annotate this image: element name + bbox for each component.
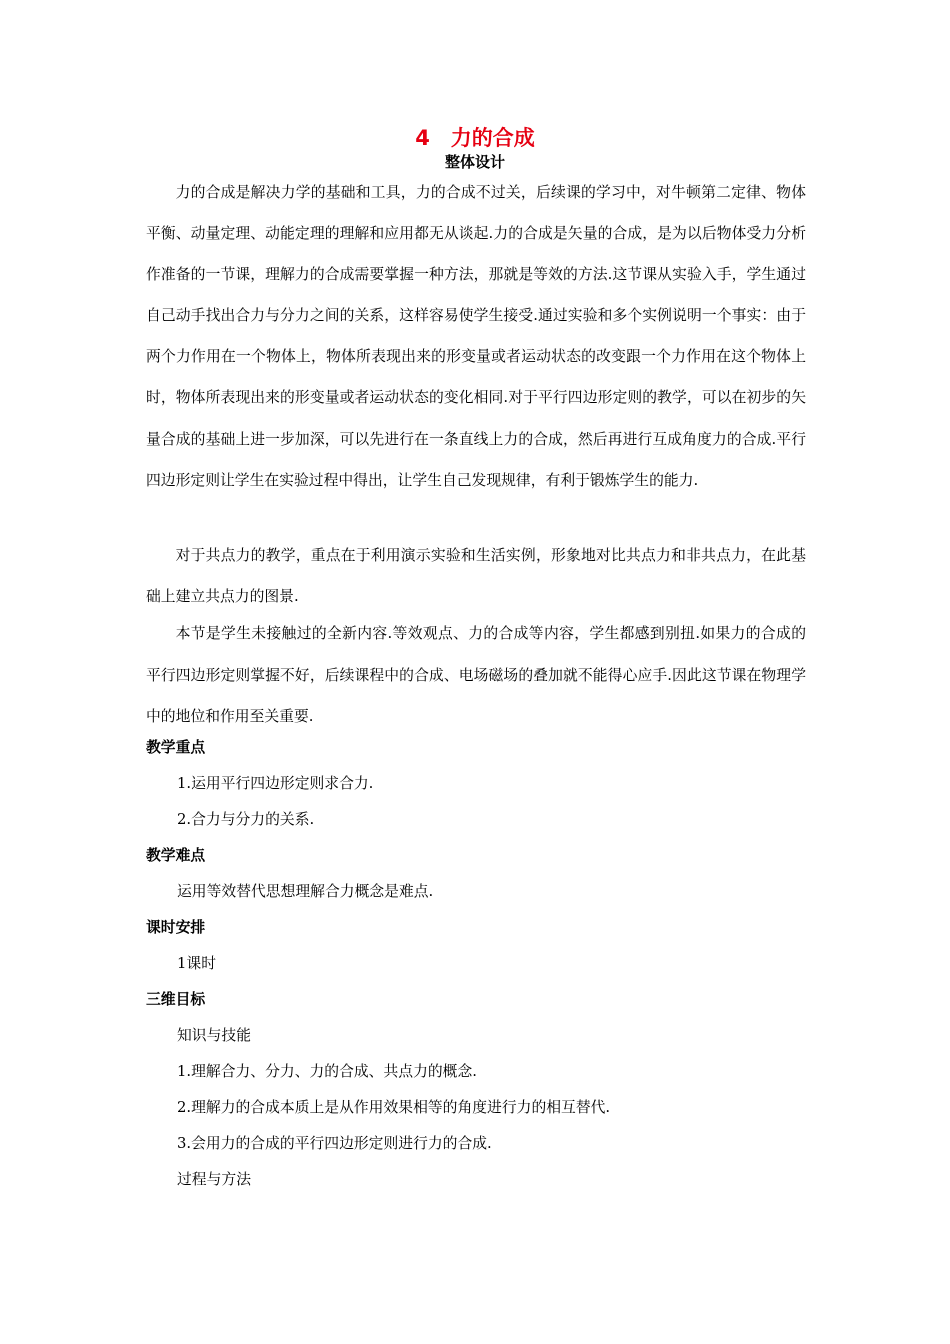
key-point-item: 1.运用平行四边形定则求合力. <box>177 775 374 792</box>
key-point-item: 2.合力与分力的关系. <box>177 811 315 828</box>
section-subtitle: 整体设计 <box>444 153 505 171</box>
paragraph-importance: 本节是学生未接触过的全新内容.等效观点、力的合成等内容，学生都感到别扭.如果力的合成的平行四边形定则掌握不好，后续课程中的合成、电场磁场的叠加就不能得心应手.因此这节课在物理学中的地位和作用至关重要. <box>146 625 806 725</box>
paragraph-intro: 力的合成是解决力学的基础和工具，力的合成不过关，后续课的学习中，对牛顿第二定律、物体平衡、动量定理、动能定理的理解和应用都无从谈起.力的合成是矢量的合成，是为以后物体受力分析作准备的一节课，理解力的合成需要掌握一种方法，那就是等效的方法.这节课从实验入手，学生通过自己动手找出合力与分力之间的关系，这样容易使学生接受.通过实验和多个实例说明一个事实：由于两个力作用在一个物体上，物体所表现出来的形变量或者运动状态的改变跟一个力作用在这个物体上时，物体所表现出来的形变量或者运动状态的变化相同.对于平行四边形定则的教学，可以在初步的矢量合成的基础上进一步加深，可以先进行在一条直线上力的合成，然后再进行互成角度力的合成.平行四边形定则让学生在实验过程中得出，让学生自己发现规律，有利于锻炼学生的能力. <box>146 184 806 489</box>
schedule-text: 1课时 <box>177 955 217 972</box>
difficulty-text: 运用等效替代思想理解合力概念是难点. <box>177 883 434 900</box>
subheading-process: 过程与方法 <box>177 1171 251 1188</box>
heading-schedule: 课时安排 <box>146 919 206 936</box>
document-title: 4 力的合成 <box>415 126 535 150</box>
heading-difficulties: 教学难点 <box>146 847 206 864</box>
heading-objectives: 三维目标 <box>146 991 206 1008</box>
paragraph-concurrent-forces: 对于共点力的教学，重点在于利用演示实验和生活实例，形象地对比共点力和非共点力，在此基础上建立共点力的图景. <box>146 547 806 605</box>
objective-item: 3.会用力的合成的平行四边形定则进行力的合成. <box>177 1135 492 1152</box>
heading-key-points: 教学重点 <box>146 739 206 756</box>
subheading-knowledge: 知识与技能 <box>177 1027 251 1044</box>
objective-item: 2.理解力的合成本质上是从作用效果相等的角度进行力的相互替代. <box>177 1099 611 1116</box>
objective-item: 1.理解合力、分力、力的合成、共点力的概念. <box>177 1063 477 1080</box>
